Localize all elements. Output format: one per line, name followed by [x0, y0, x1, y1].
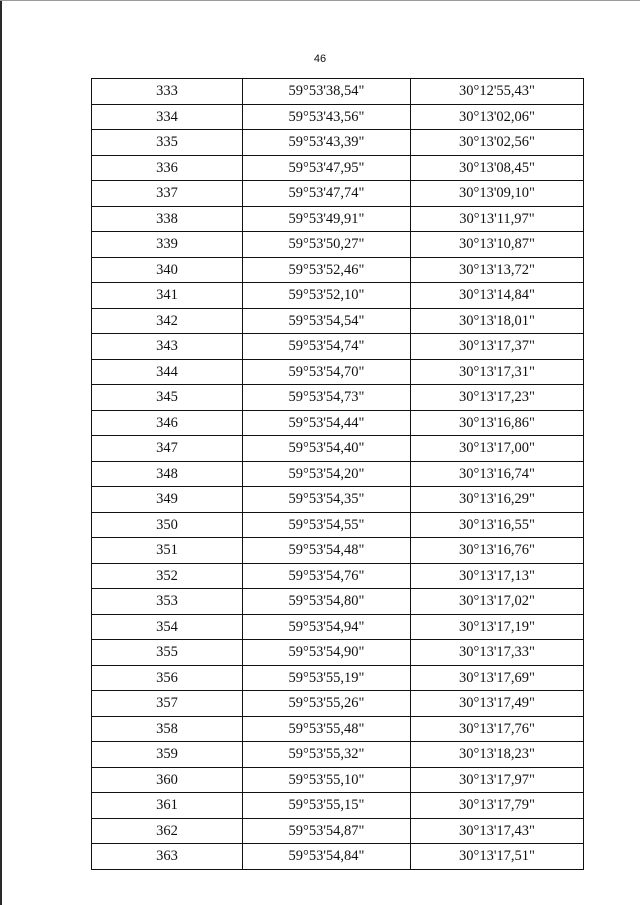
point-number-cell: 343 — [92, 334, 243, 360]
table-row — [92, 232, 584, 258]
point-number-cell: 334 — [92, 104, 243, 130]
scan-top-edge — [0, 0, 640, 1]
point-number-cell: 355 — [92, 640, 243, 666]
latitude-cell: 59°53'54,80" — [243, 589, 411, 615]
latitude-cell: 59°53'47,74" — [243, 181, 411, 207]
latitude-cell: 59°53'54,90" — [243, 640, 411, 666]
table-row — [92, 538, 584, 564]
longitude-cell: 30°13'02,06" — [411, 104, 584, 130]
longitude-cell: 30°12'55,43" — [411, 79, 584, 105]
longitude-cell: 30°13'17,79" — [411, 793, 584, 819]
longitude-cell: 30°13'17,97" — [411, 767, 584, 793]
page-number: 46 — [313, 53, 327, 65]
table-row — [92, 308, 584, 334]
longitude-cell: 30°13'16,86" — [411, 410, 584, 436]
point-number-cell: 346 — [92, 410, 243, 436]
table-row — [92, 385, 584, 411]
table-row — [92, 767, 584, 793]
table-row — [92, 410, 584, 436]
longitude-cell: 30°13'17,31" — [411, 359, 584, 385]
point-number-cell: 358 — [92, 716, 243, 742]
longitude-cell: 30°13'17,33" — [411, 640, 584, 666]
latitude-cell: 59°53'49,91" — [243, 206, 411, 232]
table-row — [92, 793, 584, 819]
latitude-cell: 59°53'50,27" — [243, 232, 411, 258]
table-row — [92, 589, 584, 615]
longitude-cell: 30°13'17,43" — [411, 818, 584, 844]
longitude-cell: 30°13'16,76" — [411, 538, 584, 564]
point-number-cell: 363 — [92, 844, 243, 870]
table-row — [92, 665, 584, 691]
longitude-cell: 30°13'17,13" — [411, 563, 584, 589]
table-row — [92, 257, 584, 283]
scan-left-edge — [0, 0, 2, 905]
table-row — [92, 206, 584, 232]
latitude-cell: 59°53'55,15" — [243, 793, 411, 819]
table-row — [92, 79, 584, 105]
latitude-cell: 59°53'43,39" — [243, 130, 411, 156]
table-row — [92, 461, 584, 487]
latitude-cell: 59°53'55,26" — [243, 691, 411, 717]
coordinates-table-body — [92, 79, 584, 870]
table-row — [92, 614, 584, 640]
latitude-cell: 59°53'54,70" — [243, 359, 411, 385]
latitude-cell: 59°53'52,10" — [243, 283, 411, 309]
point-number-cell: 354 — [92, 614, 243, 640]
longitude-cell: 30°13'17,00" — [411, 436, 584, 462]
table-row — [92, 155, 584, 181]
point-number-cell: 360 — [92, 767, 243, 793]
point-number-cell: 352 — [92, 563, 243, 589]
table-row — [92, 640, 584, 666]
longitude-cell: 30°13'18,01" — [411, 308, 584, 334]
latitude-cell: 59°53'43,56" — [243, 104, 411, 130]
longitude-cell: 30°13'17,02" — [411, 589, 584, 615]
point-number-cell: 341 — [92, 283, 243, 309]
longitude-cell: 30°13'17,23" — [411, 385, 584, 411]
latitude-cell: 59°53'54,76" — [243, 563, 411, 589]
latitude-cell: 59°53'52,46" — [243, 257, 411, 283]
longitude-cell: 30°13'17,37" — [411, 334, 584, 360]
point-number-cell: 336 — [92, 155, 243, 181]
table-row — [92, 487, 584, 513]
longitude-cell: 30°13'17,69" — [411, 665, 584, 691]
point-number-cell: 345 — [92, 385, 243, 411]
latitude-cell: 59°53'54,54" — [243, 308, 411, 334]
longitude-cell: 30°13'11,97" — [411, 206, 584, 232]
latitude-cell: 59°53'38,54" — [243, 79, 411, 105]
longitude-cell: 30°13'10,87" — [411, 232, 584, 258]
latitude-cell: 59°53'54,84" — [243, 844, 411, 870]
table-row — [92, 716, 584, 742]
longitude-cell: 30°13'17,49" — [411, 691, 584, 717]
point-number-cell: 342 — [92, 308, 243, 334]
point-number-cell: 351 — [92, 538, 243, 564]
latitude-cell: 59°53'54,74" — [243, 334, 411, 360]
latitude-cell: 59°53'47,95" — [243, 155, 411, 181]
point-number-cell: 349 — [92, 487, 243, 513]
table-row — [92, 512, 584, 538]
latitude-cell: 59°53'54,44" — [243, 410, 411, 436]
point-number-cell: 350 — [92, 512, 243, 538]
point-number-cell: 357 — [92, 691, 243, 717]
latitude-cell: 59°53'54,40" — [243, 436, 411, 462]
point-number-cell: 339 — [92, 232, 243, 258]
point-number-cell: 335 — [92, 130, 243, 156]
point-number-cell: 348 — [92, 461, 243, 487]
longitude-cell: 30°13'17,51" — [411, 844, 584, 870]
longitude-cell: 30°13'09,10" — [411, 181, 584, 207]
latitude-cell: 59°53'54,73" — [243, 385, 411, 411]
point-number-cell: 359 — [92, 742, 243, 768]
table-row — [92, 818, 584, 844]
table-row — [92, 104, 584, 130]
table-row — [92, 742, 584, 768]
latitude-cell: 59°53'54,55" — [243, 512, 411, 538]
point-number-cell: 344 — [92, 359, 243, 385]
longitude-cell: 30°13'08,45" — [411, 155, 584, 181]
latitude-cell: 59°53'54,87" — [243, 818, 411, 844]
latitude-cell: 59°53'55,48" — [243, 716, 411, 742]
point-number-cell: 353 — [92, 589, 243, 615]
table-row — [92, 181, 584, 207]
latitude-cell: 59°53'54,35" — [243, 487, 411, 513]
table-row — [92, 844, 584, 870]
latitude-cell: 59°53'55,10" — [243, 767, 411, 793]
longitude-cell: 30°13'16,55" — [411, 512, 584, 538]
point-number-cell: 337 — [92, 181, 243, 207]
longitude-cell: 30°13'14,84" — [411, 283, 584, 309]
table-row — [92, 563, 584, 589]
table-row — [92, 436, 584, 462]
latitude-cell: 59°53'54,20" — [243, 461, 411, 487]
latitude-cell: 59°53'54,48" — [243, 538, 411, 564]
latitude-cell: 59°53'55,19" — [243, 665, 411, 691]
longitude-cell: 30°13'16,74" — [411, 461, 584, 487]
table-row — [92, 334, 584, 360]
longitude-cell: 30°13'17,19" — [411, 614, 584, 640]
point-number-cell: 333 — [92, 79, 243, 105]
latitude-cell: 59°53'55,32" — [243, 742, 411, 768]
point-number-cell: 356 — [92, 665, 243, 691]
longitude-cell: 30°13'13,72" — [411, 257, 584, 283]
point-number-cell: 362 — [92, 818, 243, 844]
longitude-cell: 30°13'17,76" — [411, 716, 584, 742]
table-row — [92, 283, 584, 309]
coordinates-table — [91, 78, 584, 870]
longitude-cell: 30°13'02,56" — [411, 130, 584, 156]
table-row — [92, 691, 584, 717]
table-row — [92, 130, 584, 156]
point-number-cell: 338 — [92, 206, 243, 232]
latitude-cell: 59°53'54,94" — [243, 614, 411, 640]
point-number-cell: 340 — [92, 257, 243, 283]
table-row — [92, 359, 584, 385]
point-number-cell: 347 — [92, 436, 243, 462]
longitude-cell: 30°13'18,23" — [411, 742, 584, 768]
longitude-cell: 30°13'16,29" — [411, 487, 584, 513]
point-number-cell: 361 — [92, 793, 243, 819]
